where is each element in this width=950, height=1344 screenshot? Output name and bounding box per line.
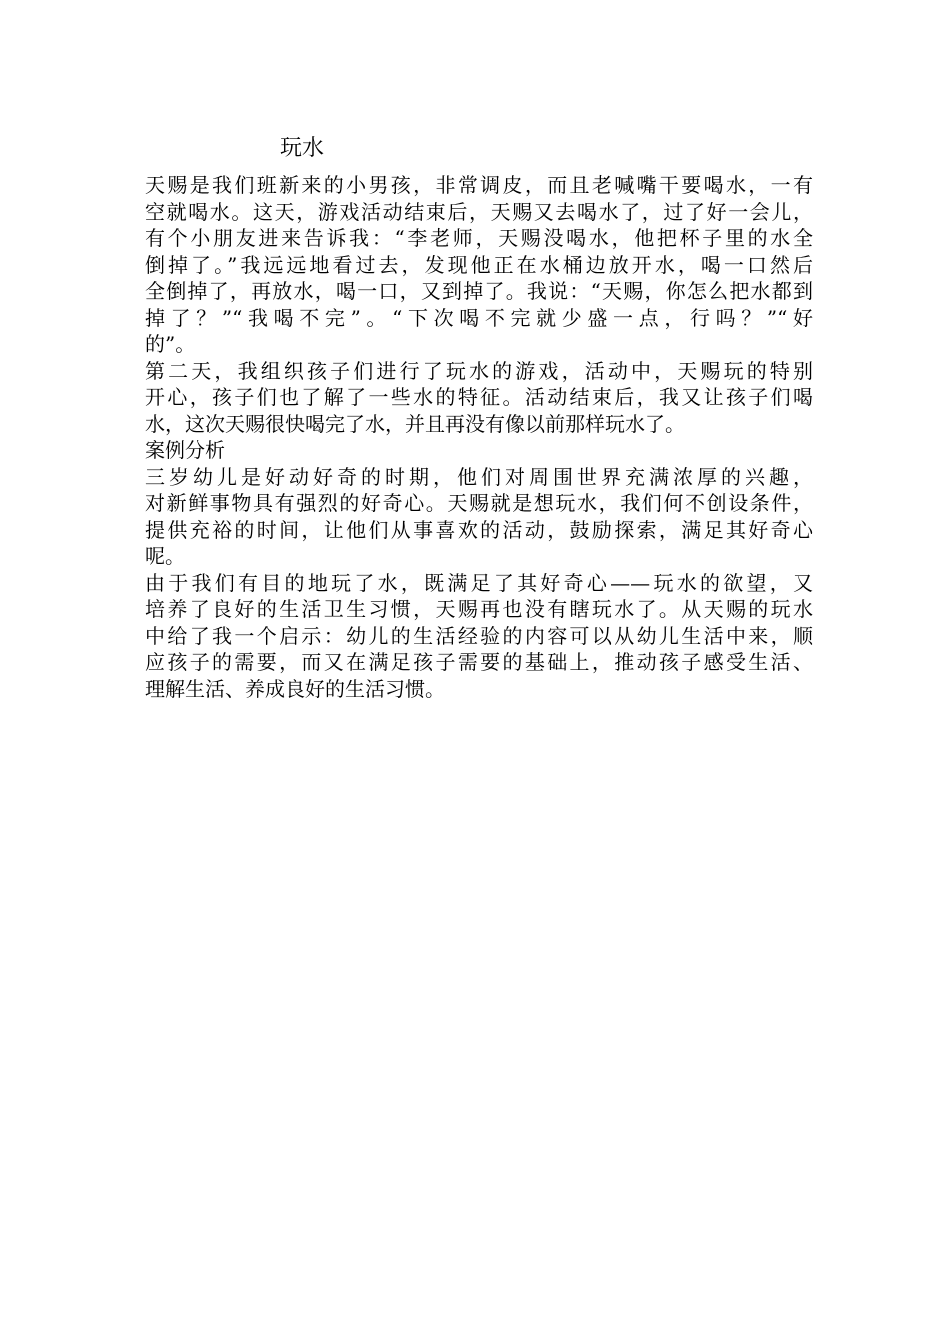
text-line: 对新鲜事物具有强烈的好奇心。天赐就是想玩水，我们何不创设条件，: [145, 491, 813, 515]
text-line: 空就喝水。这天，游戏活动结束后，天赐又去喝水了，过了好一会儿，: [145, 199, 813, 224]
text-line: 理解生活、养成良好的生活习惯。: [145, 676, 445, 701]
text-line: 提供充裕的时间，让他们从事喜欢的活动，鼓励探索，满足其好奇心: [145, 517, 813, 542]
document-body: [145, 172, 813, 702]
text-line: 全倒掉了，再放水，喝一口，又到掉了。我说：“天赐，你怎么把水都到: [145, 279, 813, 303]
text-line: 呢。: [145, 544, 185, 568]
text-line: 第二天，我组织孩子们进行了玩水的游戏，活动中，天赐玩的特别: [145, 358, 813, 383]
text-line: 培养了良好的生活卫生习惯，天赐再也没有瞎玩水了。从天赐的玩水: [145, 597, 813, 621]
text-line: 应孩子的需要，而又在满足孩子需要的基础上，推动孩子感受生活、: [145, 650, 813, 674]
section-heading: 案例分析: [145, 438, 225, 462]
text-line: 由于我们有目的地玩了水，既满足了其好奇心——玩水的欲望，又: [145, 570, 813, 595]
text-line: 掉了？”“我喝不完”。“下次喝不完就少盛一点，行吗？”“好: [145, 305, 813, 330]
text-line: 三岁幼儿是好动好奇的时期，他们对周围世界充满浓厚的兴趣，: [145, 464, 813, 489]
text-line: 的”。: [145, 332, 196, 356]
text-line: 有个小朋友进来告诉我：“李老师，天赐没喝水，他把杯子里的水全: [145, 226, 813, 250]
text-line: 水，这次天赐很快喝完了水，并且再没有像以前那样玩水了。: [145, 411, 685, 436]
text-line: 倒掉了。”我远远地看过去，发现他正在水桶边放开水，喝一口然后: [145, 252, 813, 277]
text-line: 天赐是我们班新来的小男孩，非常调皮，而且老喊嘴干要喝水，一有: [145, 173, 813, 197]
document-title: 玩水: [280, 136, 325, 161]
text-line: 中给了我一个启示：幼儿的生活经验的内容可以从幼儿生活中来，顺: [145, 623, 813, 648]
text-line: 开心，孩子们也了解了一些水的特征。活动结束后，我又让孩子们喝: [145, 385, 813, 409]
